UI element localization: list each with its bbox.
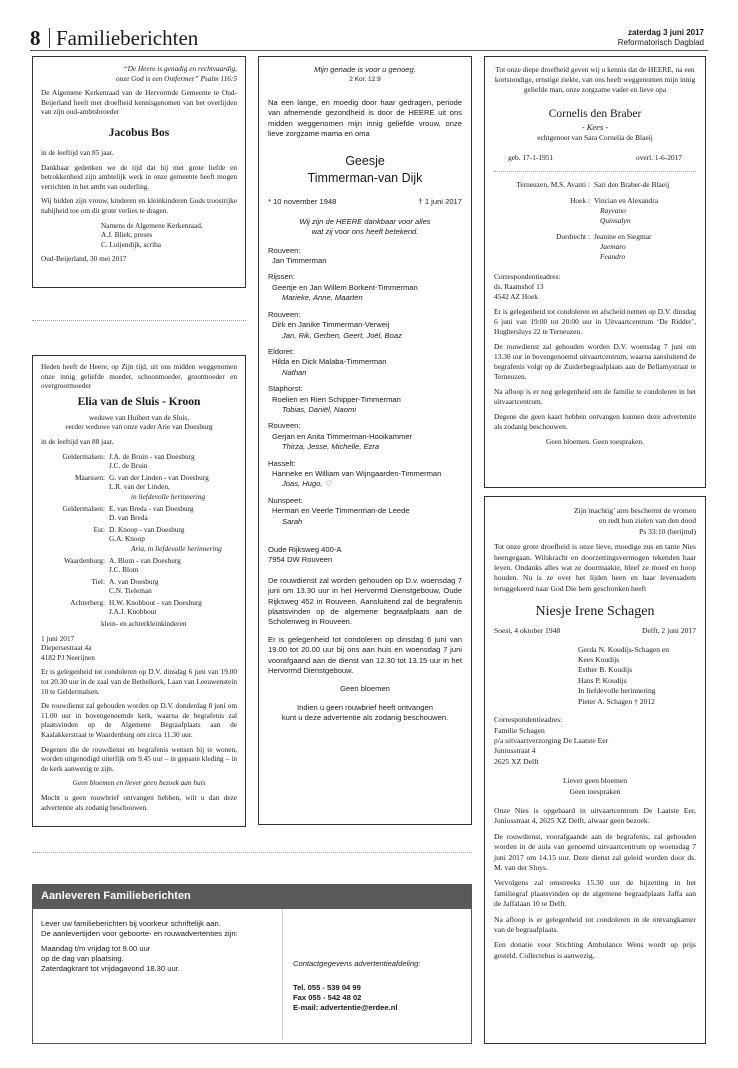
death-date: Delft, 2 juni 2017 xyxy=(642,626,696,636)
family-grandchild: Rayvano xyxy=(600,206,626,215)
family-place: Rouveen: xyxy=(268,309,301,319)
family-list xyxy=(494,645,696,707)
no-flowers-line: Geen bloemen en liever geen bezoek aan huis xyxy=(72,778,206,788)
motto-line: “De Heere is genadig en rechtvaardig, xyxy=(123,64,237,73)
info-line: De aanlevertijden voor geboorte- en rouwadvertenties zijn: xyxy=(41,929,238,938)
family-children: Thirza, Jesse, Michelle, Ezra xyxy=(282,442,380,452)
family-place: Waardenburg: xyxy=(63,555,105,565)
header-date xyxy=(618,28,704,48)
contact-fax: Fax 055 - 542 48 02 xyxy=(293,993,362,1002)
info-line: op de dag van plaatsing. xyxy=(41,954,124,963)
family-group xyxy=(268,421,462,452)
family-group xyxy=(268,347,462,378)
paragraph: Degene die geen kaart hebben ontvangen kunnen deze advertentie als zodanig beschouwen. xyxy=(494,412,696,431)
spouse-line: echtgenoot van Sara Cornelia de Blaeij xyxy=(537,133,653,142)
thanks-line: Wij zijn de HEERE dankbaar voor alles xyxy=(299,216,431,226)
family-name-line: Vincian en Alexandra xyxy=(594,196,658,205)
family-names xyxy=(109,556,237,575)
paragraph: Er is gelegenheid tot condoleren op dinsdag 6 juni van 19.00 tot 20.00 uur bij ons aan huis en woensdag 7 juni voorafgaand aan de dienst van 12.30 tot 13.15 uur in het Hervormd Dienstgebouw. xyxy=(268,634,462,676)
no-flowers-line: Liever geen bloemen xyxy=(562,776,628,786)
family-names xyxy=(109,598,237,617)
deceased-full-name: Timmerman-van Dijk xyxy=(307,171,423,186)
family-name-line: in liefdevolle herinnering xyxy=(131,491,206,501)
address-line: 7954 DW Rouveen xyxy=(268,555,333,565)
deceased-first-name: Geesje xyxy=(345,154,385,169)
family-name-line: J.A.J. Knobbout xyxy=(109,607,157,617)
family-row xyxy=(41,556,237,575)
ad-geesje-timmerman xyxy=(258,56,472,825)
family-name-line: H.W. Knobbout - van Doesburg xyxy=(109,597,202,607)
family-row xyxy=(41,473,237,502)
family-name-line: Gerda N. Koudijs-Schagen en xyxy=(578,644,670,654)
family-list xyxy=(41,452,237,618)
motto-line: Mijn genade is voor u genoeg. xyxy=(314,65,416,74)
family-row xyxy=(41,452,237,471)
family-children: Nathan xyxy=(282,367,307,377)
paragraph: De rouwdienst zal worden gehouden op D.v. woensdag 7 juni om 13.30 uur in het Hervormd Dienstgebouw, Oude Rijksweg 452 in Rouveen. Aansluitend zal de begrafenis plaatsvinden op de algemene begraafplaats aan de Scholenweg in Rouveen. xyxy=(268,575,462,627)
header-rule xyxy=(30,50,708,51)
header-divider xyxy=(49,28,50,48)
family-place: Tiel: xyxy=(91,576,105,586)
family-row xyxy=(41,598,237,617)
family-name-line: Herman en Veerle Timmerman-de Leede xyxy=(272,506,410,516)
address-line: 4542 AZ Hoek xyxy=(494,292,538,301)
family-names xyxy=(109,473,237,502)
family-name-line: Jeanine en Siegmar xyxy=(594,232,652,241)
grandchildren-line: klein- en achterkleinkinderen xyxy=(101,619,187,629)
family-name-line: Roelien en Rien Schipper-Timmerman xyxy=(272,394,401,404)
info-line: Zaterdagkrant tot vrijdagavond 18.30 uur. xyxy=(41,964,180,973)
family-row xyxy=(41,577,237,596)
info-line: Maandag t/m vrijdag tot 9.00 uur xyxy=(41,944,151,953)
info-line: Lever uw familieberichten bij voorkeur schriftelijk aan. xyxy=(41,919,221,928)
family-list xyxy=(268,246,462,527)
paragraph: Er is gelegenheid tot condoleren en afscheid nemen op D.V. dinsdag 6 juni van 19:00 tot 20:00 uur in Uitvaartcentrum ‘De Ridder’, Hughersluys 22 te Terneuzen. xyxy=(494,307,696,336)
family-group xyxy=(268,496,462,527)
family-place: Achterberg: xyxy=(70,597,105,607)
family-name-line: A. Blom - van Doesburg xyxy=(109,555,181,565)
correspondence-label: Correspondentieadres: xyxy=(494,715,563,725)
deceased-name: Jacobus Bos xyxy=(108,126,170,139)
family-names xyxy=(594,232,696,262)
family-names xyxy=(109,577,237,596)
family-name-line: J.A. de Bruin - van Doesburg xyxy=(109,451,195,461)
submission-info-header: Aanleveren Familieberichten xyxy=(33,885,471,909)
widow-line: eerder weduwe van onze vader Arie van Doesburg xyxy=(65,422,213,432)
separator xyxy=(32,320,246,321)
family-group xyxy=(268,310,462,341)
family-children: Tobias, Daniël, Naomi xyxy=(282,404,357,414)
final-line: Indien u geen rouwbrief heeft ontvangen xyxy=(297,702,433,712)
family-grandchild: Feandro xyxy=(600,252,626,261)
final-line: kunt u deze advertentie als zodanig beschouwen. xyxy=(281,713,449,723)
family-name-line: Hilda en Dick Malaba-Timmerman xyxy=(272,357,387,367)
family-place: Terneuzen, M.S. Avanti : xyxy=(516,180,590,189)
nickname: - Kees - xyxy=(581,122,609,132)
paragraph: Na afloop is er nog gelegenheid om de familie te condoleren in het uitvaartcentrum. xyxy=(494,387,696,406)
family-names xyxy=(109,504,237,523)
intro-text: Tot onze grote droefheid is onze lieve, moedige zus en tante Nies heengegaan. Wilskracht en doorzettingsvermogen tekenden haar leven. Ondanks alles wat ze doormaakte, bleef ze moed en hoop houden. Nu is ze over het lijden heen en haar levensadem teruggekeerd naar God Die hem geschonken heeft xyxy=(494,542,696,593)
family-group xyxy=(268,384,462,415)
family-place: Dordrecht : xyxy=(556,232,590,241)
family-children: Joas, Hugo, ♡ xyxy=(282,479,332,489)
family-place: Rouveen: xyxy=(268,421,301,431)
paragraph: Vervolgens zal omstreeks 15.30 uur de bijzetting in het familiegraf plaatsvinden op de algemene begraafplaats Jaffa aan de Jaffalaan 10 te Delft. xyxy=(494,878,696,909)
birth-date: geb. 17-1-1951 xyxy=(508,153,554,162)
family-names xyxy=(594,180,696,190)
paragraph: Dankbaar gedenken we de tijd dat hij met grote liefde en betrokkenheid zijn ambtelijk werk in onze gemeente heeft mogen verrichten in het ambt van ouderling. xyxy=(41,162,237,191)
issue-date: zaterdag 3 juni 2017 xyxy=(627,28,704,37)
paragraph: De rouwdienst zal gehouden worden D.V. woensdag 7 juni om 13.30 uur in bovengenoemd uitvaartcentrum, waarna aansluitend de begrafenis volgt op de Zuiderbegraafplaats aan de Bellamystraat te Terneuzen. xyxy=(494,342,696,381)
submission-info-box xyxy=(32,884,472,1044)
address-line: Familie Schagen xyxy=(494,725,545,735)
family-row xyxy=(41,504,237,523)
no-flowers-line: Geen bloemen. Geen toespraken. xyxy=(546,437,644,446)
age-text: in de leeftijd van 85 jaar. xyxy=(41,147,114,157)
family-names xyxy=(109,452,237,471)
family-name-line: Hanneke en William van Wijngaarden-Timmerman xyxy=(272,468,442,478)
motto-line: Zijn machtig’ arm beschermt de vromen xyxy=(574,506,696,515)
address-line: p/a uitvaartverzorging De Laatste Eer xyxy=(494,735,609,745)
family-children: Sarah xyxy=(282,516,303,526)
deceased-name: Niesje Irene Schagen xyxy=(535,604,655,620)
motto-line: en redt hun zielen van den dood xyxy=(599,516,696,526)
family-name-line: J.C. Blom xyxy=(109,565,139,575)
address-line: 4182 PJ Neerijnen xyxy=(41,652,95,662)
paragraph: Een donatie voor Stichting Ambulance Wens wordt op prijs gesteld. Collectebus is aanwezig. xyxy=(494,940,696,960)
family-name-line: Pieter A. Schagen † 2012 xyxy=(578,696,655,706)
family-place: Rouveen: xyxy=(268,245,301,255)
widow-line: weduwe van Huibert van de Sluis, xyxy=(88,412,190,422)
paragraph: De rouwdienst, voorafgaande aan de begrafenis, zal gehouden worden in de aula van genoemd uitvaartcentrum op woensdag 7 juni 2017 om 14.15 uur. Deze dienst zal geleid worden door ds. M. van der Sluys. xyxy=(494,831,696,872)
family-name-line: Sari den Braber-de Blaeij xyxy=(594,180,670,189)
family-group xyxy=(268,272,462,303)
family-grandchild: Jaemaro xyxy=(600,242,626,251)
thanks-line: wat zij voor ons heeft betekend. xyxy=(311,227,419,237)
paragraph: Er is gelegenheid tot condoleren op D.V. dinsdag 6 juni van 19.00 tot 20.30 uur in de zaal van de Bethelkerk, Laan van Leeuwenstein 10 te Geldermalsen. xyxy=(41,667,237,696)
family-name-line: Geertje en Jan Willem Borkent-Timmerman xyxy=(272,282,418,292)
death-date: † 1 juni 2017 xyxy=(418,197,462,207)
no-speeches-line: Geen toespraken xyxy=(569,786,621,796)
family-place: Nunspeet: xyxy=(268,495,303,505)
motto-line: onze God is een Ontfermer” Psalm 116:5 xyxy=(115,73,237,83)
family-place: Geldermalsen: xyxy=(62,451,105,461)
family-name-line: In liefdevolle herinnering xyxy=(578,686,656,696)
family-place: Hasselt: xyxy=(268,458,296,468)
no-flowers-line: Geen bloemen xyxy=(340,684,390,694)
family-place: Rijssen: xyxy=(268,272,296,282)
family-name-line: Hans P. Koudijs xyxy=(578,675,627,685)
family-name-line: J.C. de Bruin xyxy=(109,461,148,471)
date-line: 1 juni 2017 xyxy=(41,633,75,643)
age-text: in de leeftijd van 88 jaar. xyxy=(41,436,114,446)
deceased-name: Cornelis den Braber xyxy=(548,108,642,120)
address-line: ds. Raamshof 13 xyxy=(494,282,544,291)
signature-line: A.J. Bliek, preses xyxy=(101,230,153,240)
intro-text: Tot onze diepe droefheid geven wij u kennis dat de HEERE, na een kortstondige, ernstige ziekte, van ons heeft weggenomen mijn innig geliefde man, onze zorgzame vader en lieve opa xyxy=(494,65,696,94)
family-names xyxy=(109,525,237,554)
intro-text: Na een lange, en moedig door haar gedragen, periode van afnemende gezondheid is door de HEERE uit ons midden weggenomen mijn innig geliefde vrouw, onze lieve zorgzame mama en oma xyxy=(268,97,462,139)
place-date: Oud-Beijerland, 30 mei 2017 xyxy=(41,254,127,264)
separator xyxy=(32,852,472,853)
family-group xyxy=(268,246,462,267)
family-place: Maarssen: xyxy=(75,472,105,482)
family-place: Est: xyxy=(93,524,105,534)
signature-line: C. Luijendijk, scriba xyxy=(101,239,161,249)
signature-line: Namens de Algemene Kerkenraad, xyxy=(101,220,203,230)
paper-name: Reformatorisch Dagblad xyxy=(617,38,704,47)
paragraph: De rouwdienst zal gehouden worden op D.V. donderdag 8 juni om 11.00 uur in bovengenoemde kerk, waarna de begrafenis zal plaatsvinden op de Algemene Begraafplaats aan de Kaalakkerstraat te Waardenburg om circa 11.30 uur. xyxy=(41,701,237,739)
family-name-line: Jan Timmerman xyxy=(272,256,327,266)
family-group xyxy=(268,459,462,490)
address-line: Diepersestraat 4a xyxy=(41,643,92,653)
family-grandchild: Quinsalyn xyxy=(600,216,631,225)
ad-niesje-schagen xyxy=(484,496,706,1044)
birth-date: Soest, 4 oktober 1948 xyxy=(494,626,561,636)
contact-email: E-mail: advertentie@erdee.nl xyxy=(293,1003,398,1012)
paragraph: Onze Nies is opgebaard in uitvaartcentrum De Laatste Eer, Juniusstraat 4, 2625 XZ Delft, alwaar geen bezoek. xyxy=(494,805,696,826)
family-name-line: Gerjan en Anita Timmerman-Hooikammer xyxy=(272,431,413,441)
family-name-line: D. van Breda xyxy=(109,513,148,523)
family-children: Marieke, Anne, Maarten xyxy=(282,293,363,303)
intro-text: Heden heeft de Heere, op Zijn tijd, uit ons midden weggenomen onze innig geliefde moeder, schoonmoeder, grootmoeder en overgrootmoeder xyxy=(41,362,237,391)
paragraph: Mocht u geen rouwbrief ontvangen hebben, wilt u dan deze advertentie als zodanig beschouwen. xyxy=(41,792,237,812)
family-list xyxy=(494,180,696,262)
contact-title: Contactgegevens advertentieafdeling: xyxy=(293,959,421,968)
death-date: overl. 1-6-2017 xyxy=(636,153,682,162)
motto-ref: 2 Kor. 12:9 xyxy=(349,76,381,84)
family-place: Hoek : xyxy=(570,196,590,205)
family-children: Jan, Rik, Gerben, Geert, Joël, Boaz xyxy=(282,330,402,340)
address-line: Oude Rijksweg 400-A xyxy=(268,545,342,554)
address-line: Juniusstraat 4 xyxy=(494,746,536,756)
family-row xyxy=(494,196,696,226)
paragraph: Na afloop is er gelegenheid tot condoleren in de ontvangkamer van de begraafplaats. xyxy=(494,914,696,934)
deceased-name: Elia van de Sluis - Kroon xyxy=(77,395,201,408)
contact-tel: Tel. 055 - 539 04 99 xyxy=(293,983,361,992)
family-name-line: D. Knoop - van Doesburg xyxy=(109,524,185,534)
family-name-line: C.N. Tieleman xyxy=(109,586,152,596)
family-row xyxy=(494,180,696,190)
address-line: 2625 XZ Delft xyxy=(494,756,539,766)
intro-text: De Algemene Kerkenraad van de Hervormde Gemeente te Oud-Beijerland heeft met droefheid kennisgenomen van het overlijden van zijn oud-ambtsbroeder xyxy=(41,88,237,117)
correspondence-label: Correspondentieadres: xyxy=(494,272,561,281)
family-place: Geldermalsen: xyxy=(62,503,105,513)
paragraph: Wij bidden zijn vrouw, kinderen en kleinkinderen Gods troostrijke nabijheid toe om dit grote verlies te dragen. xyxy=(41,196,237,215)
family-name-line: G. van der Linden - van Doesburg xyxy=(109,472,209,482)
motto-ref: Ps 33:10 (berijmd) xyxy=(639,526,696,536)
family-name-line: Kees Koudijs xyxy=(578,655,620,665)
family-name-line: A. van Doesburg xyxy=(109,576,159,586)
ad-jacobus-bos xyxy=(32,56,246,288)
birth-date: * 10 november 1948 xyxy=(268,197,337,207)
page-number: 8 xyxy=(30,26,41,50)
family-name-line: G.A. Knoop xyxy=(109,534,145,544)
family-name-line: Aria, in liefdevolle herinnering xyxy=(131,543,222,553)
family-name-line: L.R. van der Linden, xyxy=(109,482,170,492)
paragraph: Degenen die de rouwdienst en begrafenis wensen bij te wonen, worden uitgenodigd uiterlijk om 9.45 uur – in gepaste kleding – in de kerk aanwezig te zijn. xyxy=(41,744,237,773)
family-name-line: E. van Breda - van Doesburg xyxy=(109,503,194,513)
section-title: Familieberichten xyxy=(56,26,199,50)
family-row xyxy=(494,232,696,262)
family-names xyxy=(594,196,696,226)
family-place: Staphorst: xyxy=(268,384,303,394)
family-name-line: Dirk en Janike Timmerman-Verweij xyxy=(272,320,390,330)
family-name-line: Esther B. Koudijs xyxy=(578,665,633,675)
family-row xyxy=(41,525,237,554)
ad-elia-van-de-sluis-kroon xyxy=(32,355,246,827)
family-place: Eldoret: xyxy=(268,346,295,356)
ad-cornelis-den-braber xyxy=(484,56,706,488)
